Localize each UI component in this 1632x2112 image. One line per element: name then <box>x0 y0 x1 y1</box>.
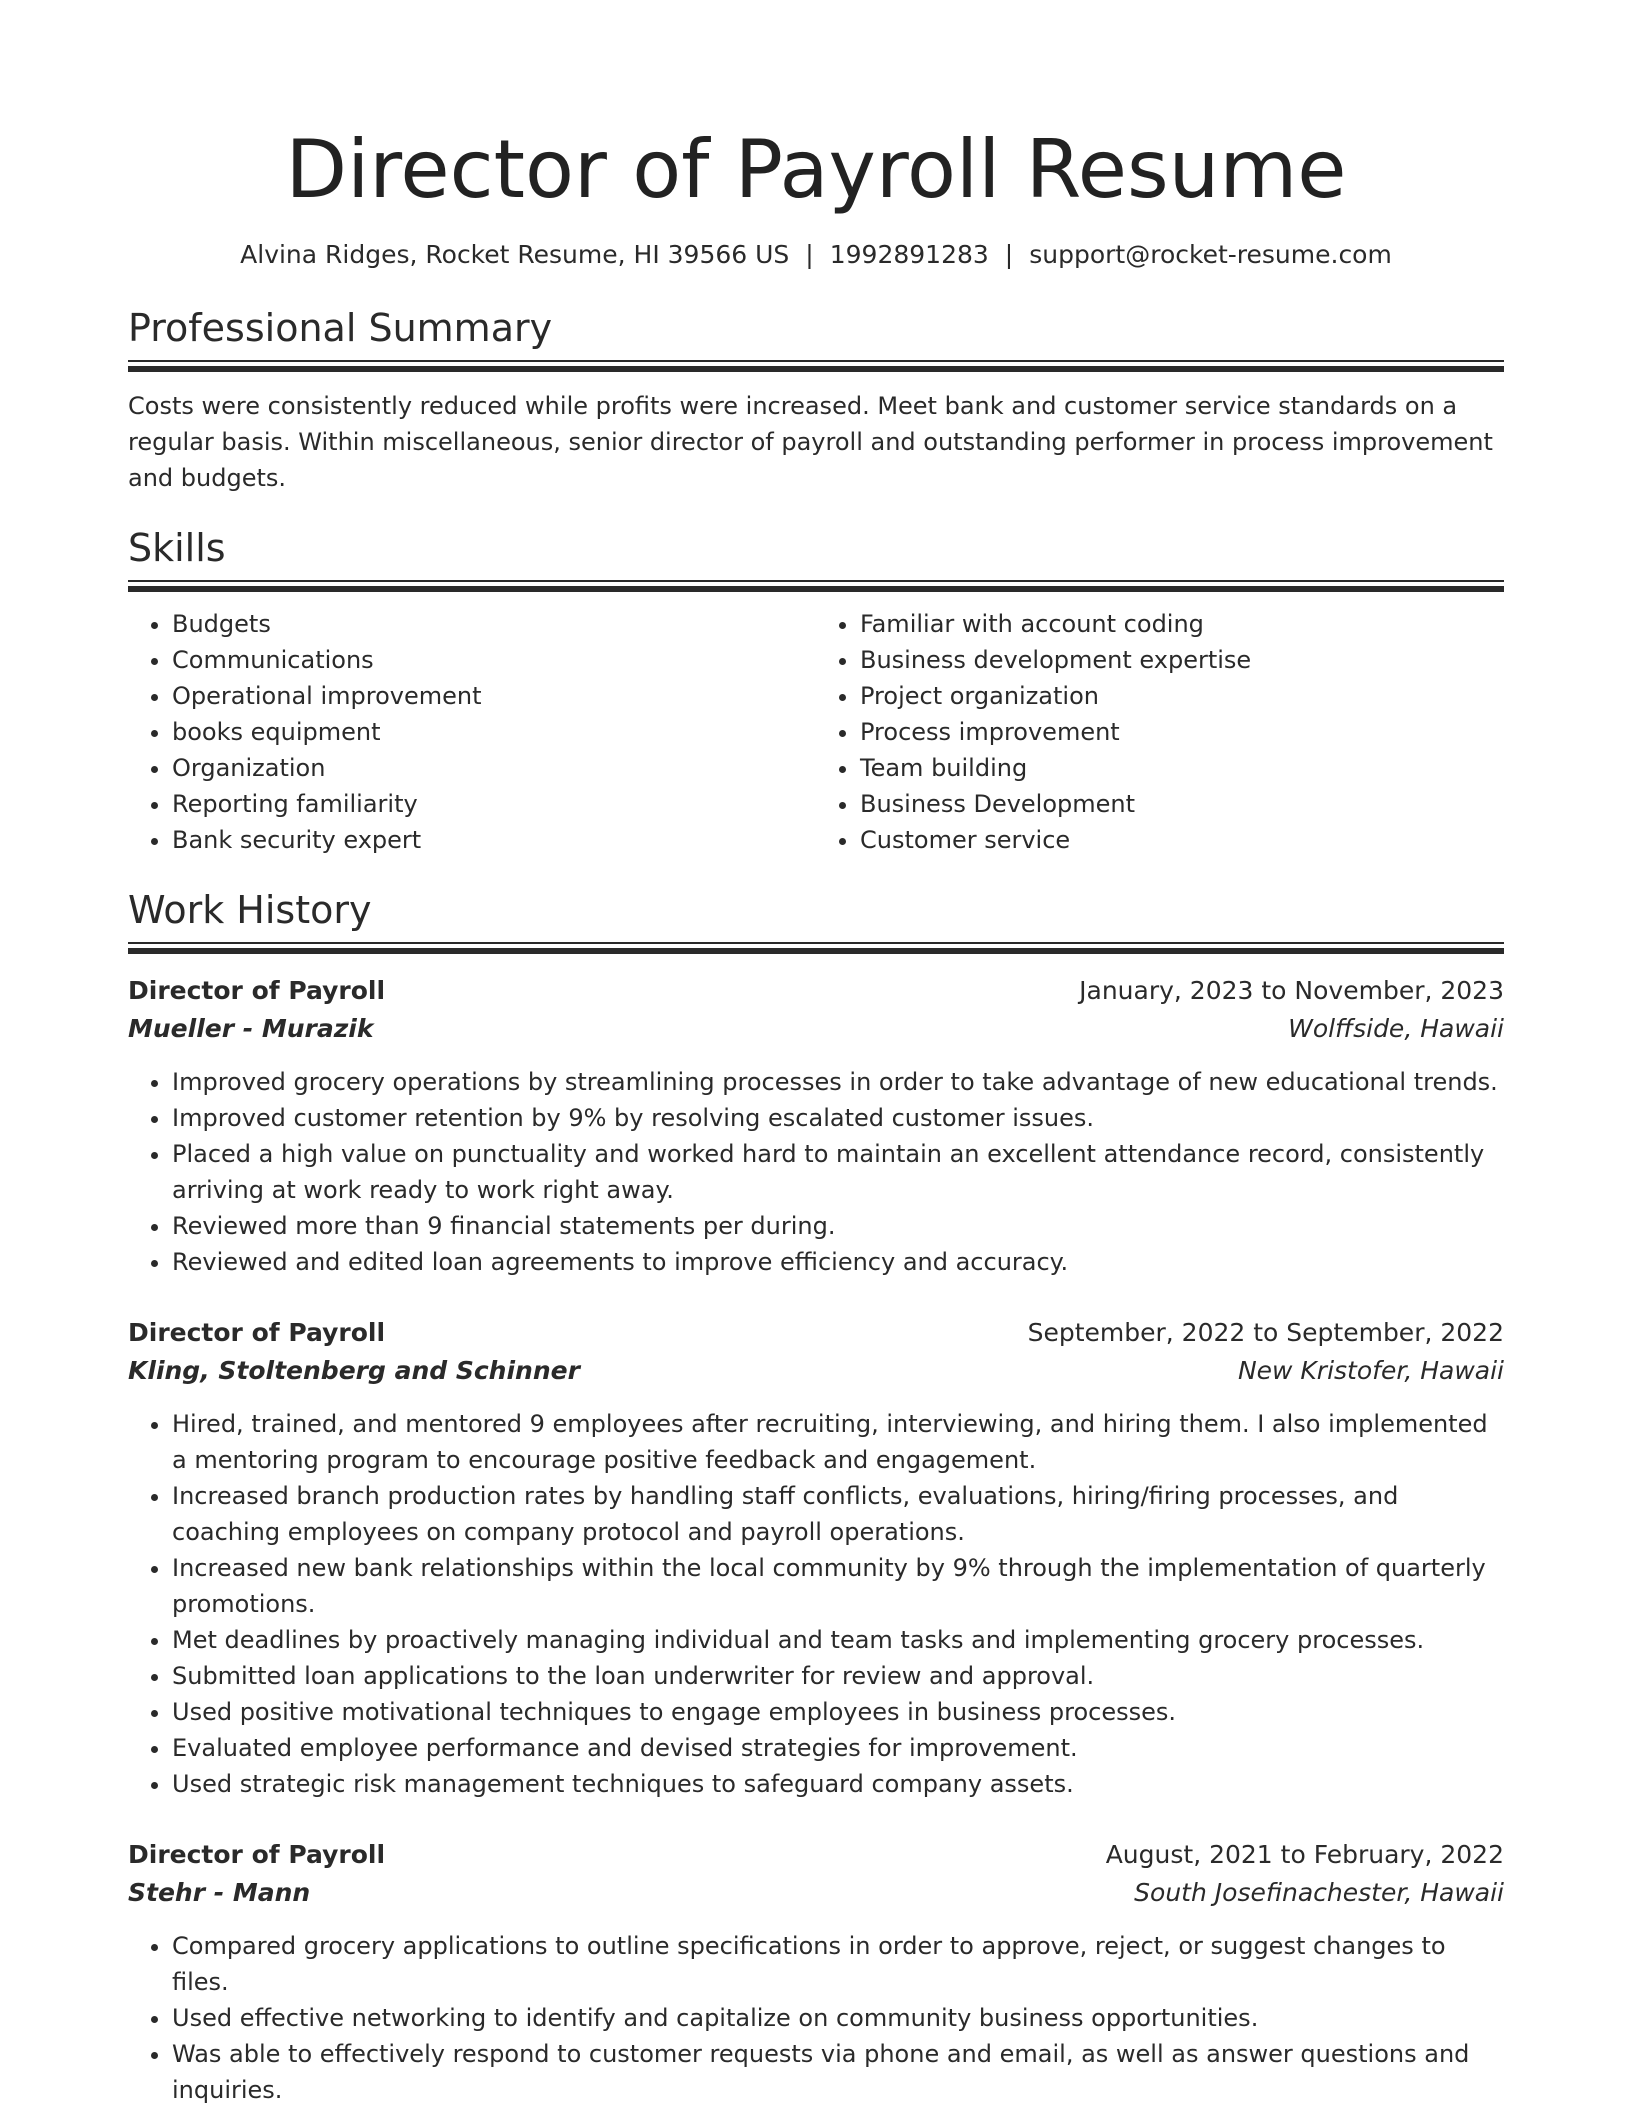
skills-heading: Skills <box>128 526 226 570</box>
work-history-heading: Work History <box>128 888 372 932</box>
summary-section <box>128 304 1504 496</box>
job-subheader <box>128 1352 1504 1390</box>
skill-item: • Budgets <box>172 606 816 642</box>
job-dates: September, 2022 to September, 2022 <box>1027 1318 1504 1347</box>
job-bullet: • Reviewed and edited loan agreements to improve efficiency and accuracy. <box>172 1244 1504 1280</box>
contact-address: Alvina Ridges, Rocket Resume, HI 39566 US <box>240 240 790 269</box>
skill-item: • books equipment <box>172 714 816 750</box>
job-entry <box>128 1836 1504 2108</box>
contact-line <box>128 238 1504 272</box>
skill-item: • Customer service <box>860 822 1504 858</box>
job-header <box>128 1314 1504 1352</box>
skill-item: • Operational improvement <box>172 678 816 714</box>
job-dates: August, 2021 to February, 2022 <box>1105 1840 1504 1869</box>
job-company: Stehr - Mann <box>128 1878 311 1907</box>
job-title: Director of Payroll <box>128 1840 386 1869</box>
skill-item: • Team building <box>860 750 1504 786</box>
job-title: Director of Payroll <box>128 976 386 1005</box>
resume-title: Director of Payroll Resume <box>285 123 1347 216</box>
job-bullet: • Improved customer retention by 9% by resolving escalated customer issues. <box>172 1100 1504 1136</box>
job-bullets <box>128 1928 1504 2108</box>
job-subheader <box>128 1010 1504 1048</box>
skill-item: • Business Development <box>860 786 1504 822</box>
job-company: Kling, Stoltenberg and Schinner <box>128 1356 580 1385</box>
skills-list-left <box>128 606 816 858</box>
contact-separator: | <box>1004 240 1014 269</box>
job-bullet: • Increased new bank relationships within the local community by 9% through the implementation of quarterly promotions. <box>172 1550 1504 1622</box>
job-bullet: • Met deadlines by proactively managing individual and team tasks and implementing grocery processes. <box>172 1622 1504 1658</box>
job-entry <box>128 972 1504 1280</box>
job-bullet: • Submitted loan applications to the loan underwriter for review and approval. <box>172 1658 1504 1694</box>
job-location: Wolffside, Hawaii <box>1288 1014 1504 1043</box>
contact-email: support@rocket-resume.com <box>1029 240 1392 269</box>
job-header <box>128 972 1504 1010</box>
skill-item: • Communications <box>172 642 816 678</box>
job-title: Director of Payroll <box>128 1318 386 1347</box>
section-divider <box>128 942 1504 954</box>
job-bullet: • Reviewed more than 9 financial statements per during. <box>172 1208 1504 1244</box>
job-bullet: • Placed a high value on punctuality and worked hard to maintain an excellent attendance record, consistently arriving at work ready to work right away. <box>172 1136 1504 1208</box>
job-bullet: • Used strategic risk management techniques to safeguard company assets. <box>172 1766 1504 1802</box>
summary-heading: Professional Summary <box>128 306 553 350</box>
skill-item: • Business development expertise <box>860 642 1504 678</box>
section-divider <box>128 580 1504 592</box>
skill-item: • Process improvement <box>860 714 1504 750</box>
job-bullet: • Used effective networking to identify and capitalize on community business opportunities. <box>172 2000 1504 2036</box>
job-header <box>128 1836 1504 1874</box>
skill-item: • Organization <box>172 750 816 786</box>
job-entry <box>128 1314 1504 1802</box>
job-bullet: • Used positive motivational techniques to engage employees in business processes. <box>172 1694 1504 1730</box>
skills-section <box>128 524 1504 858</box>
skills-list-right <box>816 606 1504 858</box>
job-location: New Kristofer, Hawaii <box>1237 1356 1504 1385</box>
job-bullet: • Compared grocery applications to outline specifications in order to approve, reject, or suggest changes to files. <box>172 1928 1504 2000</box>
contact-phone: 1992891283 <box>829 240 989 269</box>
job-bullet: • Improved grocery operations by streamlining processes in order to take advantage of new educational trends. <box>172 1064 1504 1100</box>
skill-item: • Familiar with account coding <box>860 606 1504 642</box>
job-subheader <box>128 1874 1504 1912</box>
job-bullet: • Was able to effectively respond to customer requests via phone and email, as well as answer questions and inquiries. <box>172 2036 1504 2108</box>
job-bullets <box>128 1406 1504 1802</box>
summary-text: Costs were consistently reduced while profits were increased. Meet bank and customer service standards on a regular basis. Within miscellaneous, senior director of payroll and outstanding performer in process improvement and budgets. <box>128 392 1493 492</box>
job-dates: January, 2023 to November, 2023 <box>1079 976 1504 1005</box>
work-history-section <box>128 886 1504 2108</box>
job-bullets <box>128 1064 1504 1280</box>
skill-item: • Reporting familiarity <box>172 786 816 822</box>
job-bullet: • Increased branch production rates by handling staff conflicts, evaluations, hiring/firing processes, and coaching employees on company protocol and payroll operations. <box>172 1478 1504 1550</box>
skill-item: • Project organization <box>860 678 1504 714</box>
job-bullet: • Evaluated employee performance and devised strategies for improvement. <box>172 1730 1504 1766</box>
skill-item: • Bank security expert <box>172 822 816 858</box>
job-company: Mueller - Murazik <box>128 1014 374 1043</box>
job-location: South Josefinachester, Hawaii <box>1134 1878 1504 1907</box>
section-divider <box>128 360 1504 372</box>
job-bullet: • Hired, trained, and mentored 9 employees after recruiting, interviewing, and hiring them. I also implemented a mentoring program to encourage positive feedback and engagement. <box>172 1406 1504 1478</box>
skills-columns <box>128 606 1504 858</box>
contact-separator: | <box>805 240 814 269</box>
resume-page <box>128 0 1504 2108</box>
